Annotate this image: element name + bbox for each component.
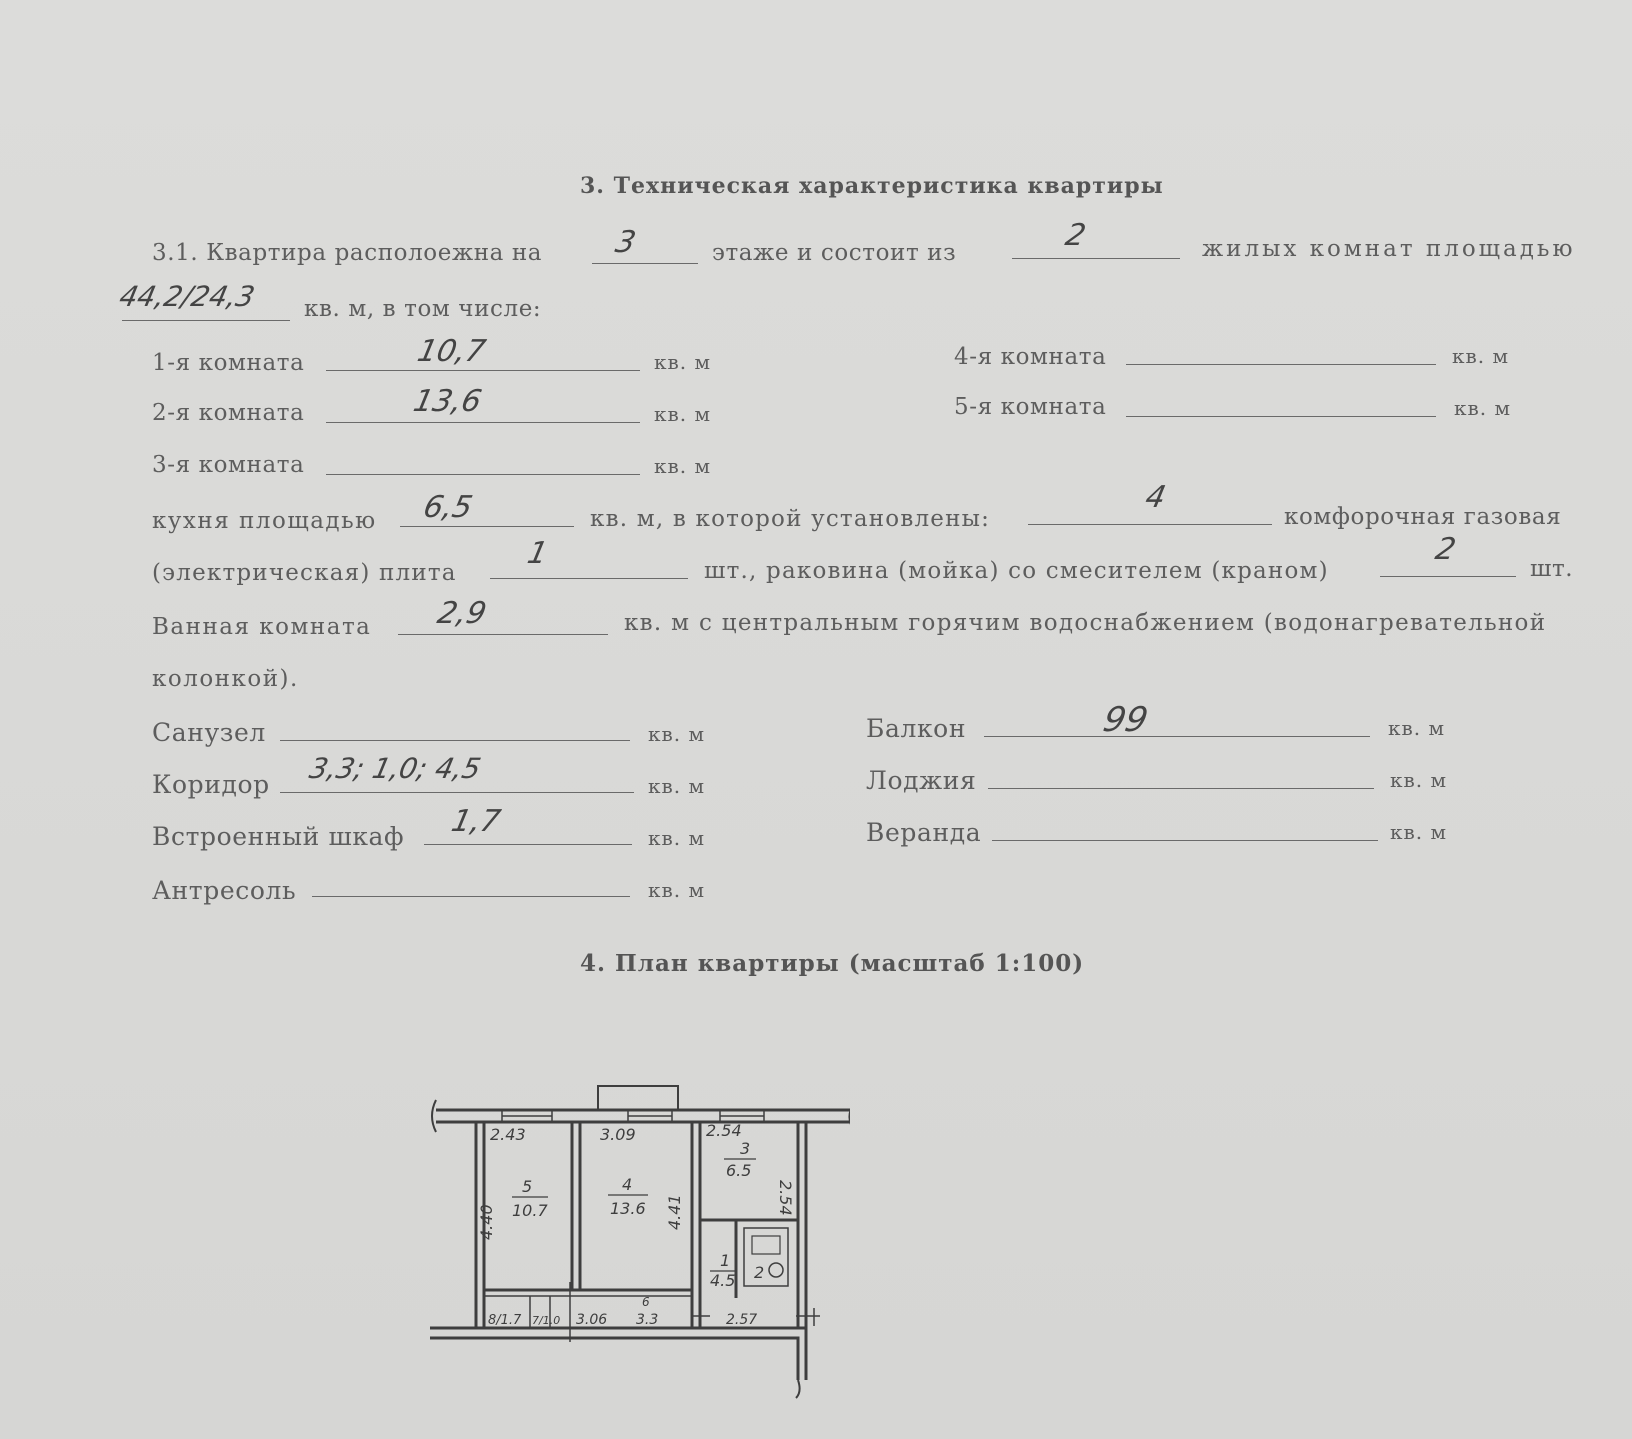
- kitchen-value: 6,5: [420, 490, 476, 525]
- plan-room1-area: 4.5: [710, 1271, 736, 1290]
- closet-unit: кв. м: [648, 826, 706, 850]
- plan-room6-number: 6: [642, 1295, 650, 1309]
- room5-field: [1126, 386, 1436, 417]
- bath-label: Ванная комната: [152, 614, 372, 640]
- bath-field: [398, 604, 608, 635]
- room5-unit: кв. м: [1454, 396, 1512, 420]
- stove-label: (электрическая) плита: [152, 560, 457, 586]
- room3-field: [326, 444, 640, 475]
- section-4-title: 4. План квартиры (масштаб 1:100): [580, 950, 1085, 977]
- plan-dim-1: 2.43: [490, 1125, 526, 1144]
- plan-room3-number: 3: [740, 1139, 751, 1158]
- room5-label: 5-я комната: [954, 394, 1107, 420]
- room4-label: 4-я комната: [954, 344, 1107, 370]
- kitchen-equipment-label: кв. м, в которой установлены:: [590, 506, 991, 532]
- mezzanine-field: [312, 866, 630, 897]
- room2-value: 13,6: [410, 384, 485, 419]
- plan-room5-number: 5: [522, 1177, 533, 1196]
- sink-value: 2: [1432, 532, 1459, 567]
- living-area-label: жилых комнат площадью: [1202, 236, 1576, 262]
- loggia-label: Лоджия: [866, 766, 977, 795]
- loggia-unit: кв. м: [1390, 768, 1448, 792]
- plan-room4-number: 4: [622, 1175, 633, 1194]
- room3-unit: кв. м: [654, 454, 712, 478]
- rooms-count-value: 2: [1062, 218, 1089, 253]
- plan-dim-2: 3.09: [600, 1125, 636, 1144]
- loggia-field: [988, 758, 1374, 789]
- plan-room4-area: 13.6: [610, 1199, 646, 1218]
- balcony-unit: кв. м: [1388, 716, 1446, 740]
- plan-room3-area: 6.5: [726, 1161, 752, 1180]
- kitchen-label: кухня площадью: [152, 508, 377, 534]
- room2-unit: кв. м: [654, 402, 712, 426]
- corridor-label: Коридор: [152, 770, 270, 799]
- room1-unit: кв. м: [654, 350, 712, 374]
- corridor-value: 3,3; 1,0; 4,5: [306, 752, 484, 785]
- corridor-unit: кв. м: [648, 774, 706, 798]
- plan-room5-area: 10.7: [512, 1201, 548, 1220]
- veranda-unit: кв. м: [1390, 820, 1448, 844]
- plan-room8: 8/1.7: [488, 1313, 522, 1328]
- plan-dim-7: 3.06: [576, 1312, 608, 1328]
- rooms-label: этаже и состоит из: [712, 240, 957, 266]
- room2-field: [326, 392, 640, 423]
- stove-field: [490, 548, 688, 579]
- including-label: кв. м, в том числе:: [304, 296, 542, 322]
- stove-value: 1: [524, 536, 551, 571]
- sink-label: шт., раковина (мойка) со смесителем (краном): [704, 558, 1329, 584]
- floor-label: 3.1. Квартира располоежна на: [152, 240, 543, 266]
- pieces-label: шт.: [1530, 556, 1574, 582]
- plan-dim-5: 4.40: [477, 1204, 496, 1240]
- room3-label: 3-я комната: [152, 452, 305, 478]
- mezzanine-label: Антресоль: [152, 876, 297, 905]
- burners-value: 4: [1142, 480, 1169, 515]
- floor-value: 3: [612, 225, 639, 260]
- plan-room6-area: 3.3: [636, 1312, 659, 1328]
- wc-unit: кв. м: [648, 722, 706, 746]
- floor-field: [592, 233, 698, 264]
- plan-dim-3: 2.54: [706, 1121, 742, 1140]
- veranda-label: Веранда: [866, 818, 982, 847]
- floor-plan: [430, 1080, 850, 1430]
- room1-label: 1-я комната: [152, 350, 305, 376]
- plan-room1-number: 1: [720, 1251, 731, 1270]
- room4-field: [1126, 334, 1436, 365]
- balcony-field: [984, 706, 1370, 737]
- plan-dim-6: 4.41: [665, 1194, 684, 1230]
- plan-dim-8: 2.57: [726, 1312, 758, 1328]
- room4-unit: кв. м: [1452, 344, 1510, 368]
- wc-field: [280, 710, 630, 741]
- balcony-label: Балкон: [866, 714, 967, 743]
- hot-water-label: кв. м с центральным горячим водоснабжением (водонагревательной: [624, 610, 1547, 636]
- closet-label: Встроенный шкаф: [152, 822, 405, 851]
- wc-label: Санузел: [152, 718, 266, 747]
- veranda-field: [992, 810, 1378, 841]
- bath-label-cont: колонкой).: [152, 666, 299, 692]
- total-area-value: 44,2/24,3: [116, 280, 258, 313]
- plan-room2-number: 2: [754, 1263, 765, 1282]
- room2-label: 2-я комната: [152, 400, 305, 426]
- balcony-value: 99: [1099, 700, 1152, 740]
- room1-value: 10,7: [414, 334, 489, 369]
- bath-value: 2,9: [434, 596, 490, 631]
- closet-value: 1,7: [448, 804, 504, 839]
- mezzanine-unit: кв. м: [648, 878, 706, 902]
- section-3-title: 3. Техническая характеристика квартиры: [580, 173, 1164, 199]
- gas-stove-label: комфорочная газовая: [1284, 504, 1562, 530]
- rooms-field: [1012, 228, 1180, 259]
- plan-room7: 7/1.0: [532, 1314, 561, 1327]
- plan-dim-4: 2.54: [776, 1180, 795, 1216]
